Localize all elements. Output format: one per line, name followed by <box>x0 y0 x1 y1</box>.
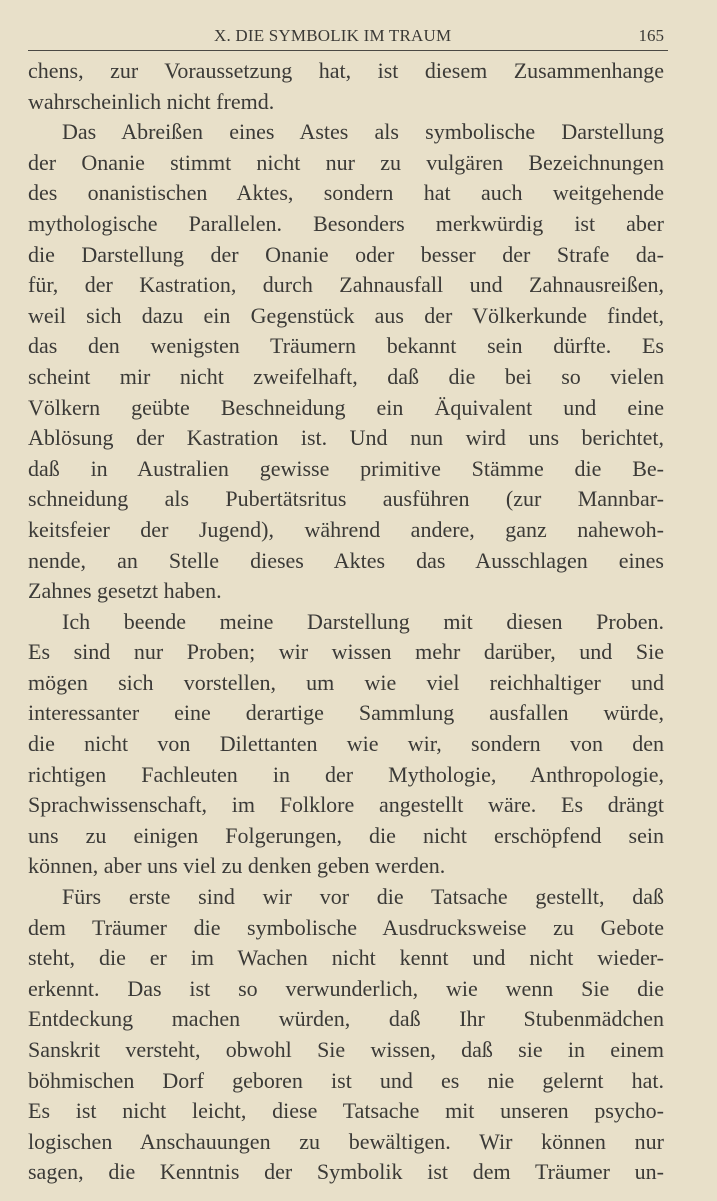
text-line: des onanistischen Aktes, sondern hat auch weitgehende <box>28 180 664 206</box>
text-line: Ablösung der Kastration ist. Und nun wird uns berichtet, <box>28 425 664 451</box>
text-line: böhmischen Dorf geboren ist und es nie gelernt hat. <box>28 1067 664 1093</box>
text-line: die nicht von Dilettanten wie wir, sondern von den <box>28 731 664 757</box>
text-line: uns zu einigen Folgerungen, die nicht erschöpfend sein <box>28 822 664 848</box>
text-line: Zahnes gesetzt haben. <box>28 578 222 604</box>
text-line: Das Abreißen eines Astes als symbolische Darstellung <box>62 119 664 145</box>
text-line: steht, die er im Wachen nicht kennt und nicht wieder- <box>28 945 664 971</box>
text-line: Ich beende meine Darstellung mit diesen Proben. <box>62 608 664 634</box>
text-line: wahrscheinlich nicht fremd. <box>28 88 275 114</box>
header-rule <box>28 50 668 51</box>
text-line: daß in Australien gewisse primitive Stämme die Be- <box>28 455 664 481</box>
text-line: dem Träumer die symbolische Ausdrucksweise zu Gebote <box>28 914 664 940</box>
text-line: mythologische Parallelen. Besonders merkwürdig ist aber <box>28 210 664 236</box>
text-line: erkennt. Das ist so verwunderlich, wie wenn Sie die <box>28 975 664 1001</box>
text-line: scheint mir nicht zweifelhaft, daß die bei so vielen <box>28 363 664 389</box>
page-number: 165 <box>638 26 664 45</box>
text-line: keitsfeier der Jugend), während andere, ganz nahewoh- <box>28 516 664 542</box>
text-line: richtigen Fachleuten in der Mythologie, Anthropologie, <box>28 761 664 787</box>
text-line: Es ist nicht leicht, diese Tatsache mit unseren psycho- <box>28 1098 664 1124</box>
text-line: die Darstellung der Onanie oder besser der Strafe da- <box>28 241 664 267</box>
text-line: für, der Kastration, durch Zahnausfall und Zahnausreißen, <box>28 272 664 298</box>
text-line: Fürs erste sind wir vor die Tatsache gestellt, daß <box>62 884 664 910</box>
text-line: der Onanie stimmt nicht nur zu vulgären Bezeichnungen <box>28 149 664 175</box>
text-line: Entdeckung machen würden, daß Ihr Stubenmädchen <box>28 1006 664 1032</box>
text-line: mögen sich vorstellen, um wie viel reichhaltiger und <box>28 669 664 695</box>
text-line: logischen Anschauungen zu bewältigen. Wir können nur <box>28 1128 664 1154</box>
running-header <box>28 24 668 48</box>
text-line: Sanskrit versteht, obwohl Sie wissen, daß sie in einem <box>28 1037 664 1062</box>
text-line: weil sich dazu ein Gegenstück aus der Völkerkunde findet, <box>28 302 664 328</box>
text-line: Völkern geübte Beschneidung ein Äquivalent und eine <box>28 394 664 420</box>
text-line: das den wenigsten Träumern bekannt sein dürfte. Es <box>28 333 664 359</box>
text-line: können, aber uns viel zu denken geben werden. <box>28 853 446 879</box>
text-line: interessanter eine derartige Sammlung ausfallen würde, <box>28 700 664 726</box>
body-text <box>28 56 664 1188</box>
text-line: schneidung als Pubertätsritus ausführen (zur Mannbar- <box>28 486 664 512</box>
text-line: Es sind nur Proben; wir wissen mehr darüber, und Sie <box>28 639 664 665</box>
text-line: chens, zur Voraussetzung hat, ist diesem Zusammenhange <box>28 58 664 83</box>
text-line: sagen, die Kenntnis der Symbolik ist dem Träumer un- <box>28 1159 664 1185</box>
text-line: nende, an Stelle dieses Aktes das Ausschlagen eines <box>28 547 664 573</box>
chapter-title: X. DIE SYMBOLIK IM TRAUM <box>214 26 452 45</box>
text-line: Sprachwissenschaft, im Folklore angestellt wäre. Es drängt <box>28 792 664 818</box>
